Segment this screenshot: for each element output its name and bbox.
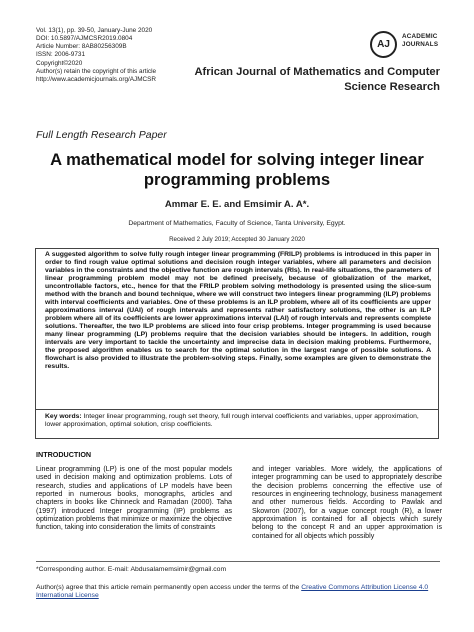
- aj-logo-icon: AJ: [370, 31, 397, 58]
- license-notice: [36, 584, 440, 601]
- journal-url-line[interactable]: http://www.academicjournals.org/AJMCSR: [36, 75, 157, 83]
- keywords-text: Integer linear programming, rough set theory, full rough interval coefficients and variables, upper approximation, lower approximation, optimal solution, crisp coefficients.: [45, 413, 419, 429]
- doi-line: DOI: 10.5897/AJMCSR2019.0804: [36, 35, 133, 43]
- license-text: Author(s) agree that this article remain permanently open access under the terms of the: [36, 584, 302, 591]
- introduction-left-column: Linear programming (LP) is one of the most popular models used in decision making and optimization problems. Lots of research, studies and applications of LP models have been reported in numerous books, monographs, articles and chapters in books like Chinneck and Ramadan (2000). Taha (1997) introduced Integer programming (IP) problems as optimization problems that minimize or maximize the objective function, taking into consideration the limits of constraints: [36, 465, 232, 532]
- license-link[interactable]: Creative Commons Attribution License 4.0 International License: [36, 584, 429, 600]
- keywords-label: Key words:: [45, 413, 82, 420]
- journal-name: [180, 65, 440, 95]
- authors: Ammar E. E. and Emsimir A. A*.: [164, 199, 310, 210]
- logo-line-1: ACADEMIC: [402, 33, 438, 40]
- logo-line-2: JOURNALS: [402, 40, 439, 48]
- copyright-retain-line: Author(s) retain the copyright of this article: [36, 67, 157, 75]
- volume-line: Vol. 13(1), pp. 39-50, January-June 2020: [36, 27, 153, 34]
- paper-title-line-1: A mathematical model for solving integer linear: [50, 150, 424, 169]
- paper-type: Full Length Research Paper: [36, 129, 167, 141]
- journal-name-line-1: African Journal of Mathematics and Computer: [194, 66, 440, 78]
- issn-line: ISSN: 2006-9731: [36, 51, 86, 59]
- academic-journals-logo: [370, 28, 470, 64]
- received-dates: Received 2 July 2019; Accepted 30 January 2020: [169, 236, 305, 243]
- journal-name-line-2: Science Research: [344, 81, 440, 93]
- corresponding-author: *Corresponding author. E-mail: Abdusalamemsimir@gmail.com: [36, 566, 227, 573]
- introduction-right-column: and integer variables. More widely, the applications of integer programming can be used to appropriately describe the decision problems concerning the effective use of resources in engineering technology, business management and other numerous fields. According to Pawlak and Skowron (2007), for a vague concept rough (R), a lower approximation is contained for all objects which surely belong to the concept R and an upper approximation is contained for all objects which possibly: [252, 465, 442, 540]
- introduction-heading: INTRODUCTION: [36, 450, 92, 459]
- copyright-line: Copyright©2020: [36, 59, 83, 67]
- affiliation: Department of Mathematics, Faculty of Science, Tanta University, Egypt.: [128, 220, 346, 227]
- logo-wordmark: [402, 33, 438, 48]
- keywords: [45, 413, 435, 430]
- paper-title: [0, 150, 474, 190]
- abstract-text: A suggested algorithm to solve fully rough integer linear programming (FRILP) problems is introduced in this paper in order to find rough value optimal solutions and decision rough integer variables, where all parameters and decision variables in the constraints and the objective function are rough intervals (RIs). In real-life situations, the parameters of linear programming problem model may not be defined precisely, because of globalization of the market, uncontrollable factors, etc., hence for that the FRILP problem solving methodology is presented using the slice-sum method with the branch and bound technique, where we will construct two integers linear programming (ILP) problems with interval coefficients and variables. One of these problems is an ILP problem, where all of its coefficients are upper approximations interval (UAI) of rough intervals and represents rather satisfactory solutions, the other is an ILP problem where all of its coefficients are lower approximations interval (LAI) of rough intervals and represents complete solutions. Thereafter, the two ILP problems are sliced into four crisp problems. Integer programming is used because many linear programming (LP) problems require that the decision variables should be integers. In addition, rough intervals are very important to tackle the uncertainty and imprecise data in decision making problems. Furthermore, the proposed algorithm enables us to search for the optimal solution in the largest range of possible solutions. A flowchart is also provided to illustrate the problem-solving steps. Finally, some examples are given to demonstrate the results.: [45, 251, 431, 370]
- paper-title-line-2: programming problems: [143, 170, 331, 189]
- footer-divider: [36, 561, 440, 562]
- article-number-line: Article Number: 8AB80256309B: [36, 43, 127, 51]
